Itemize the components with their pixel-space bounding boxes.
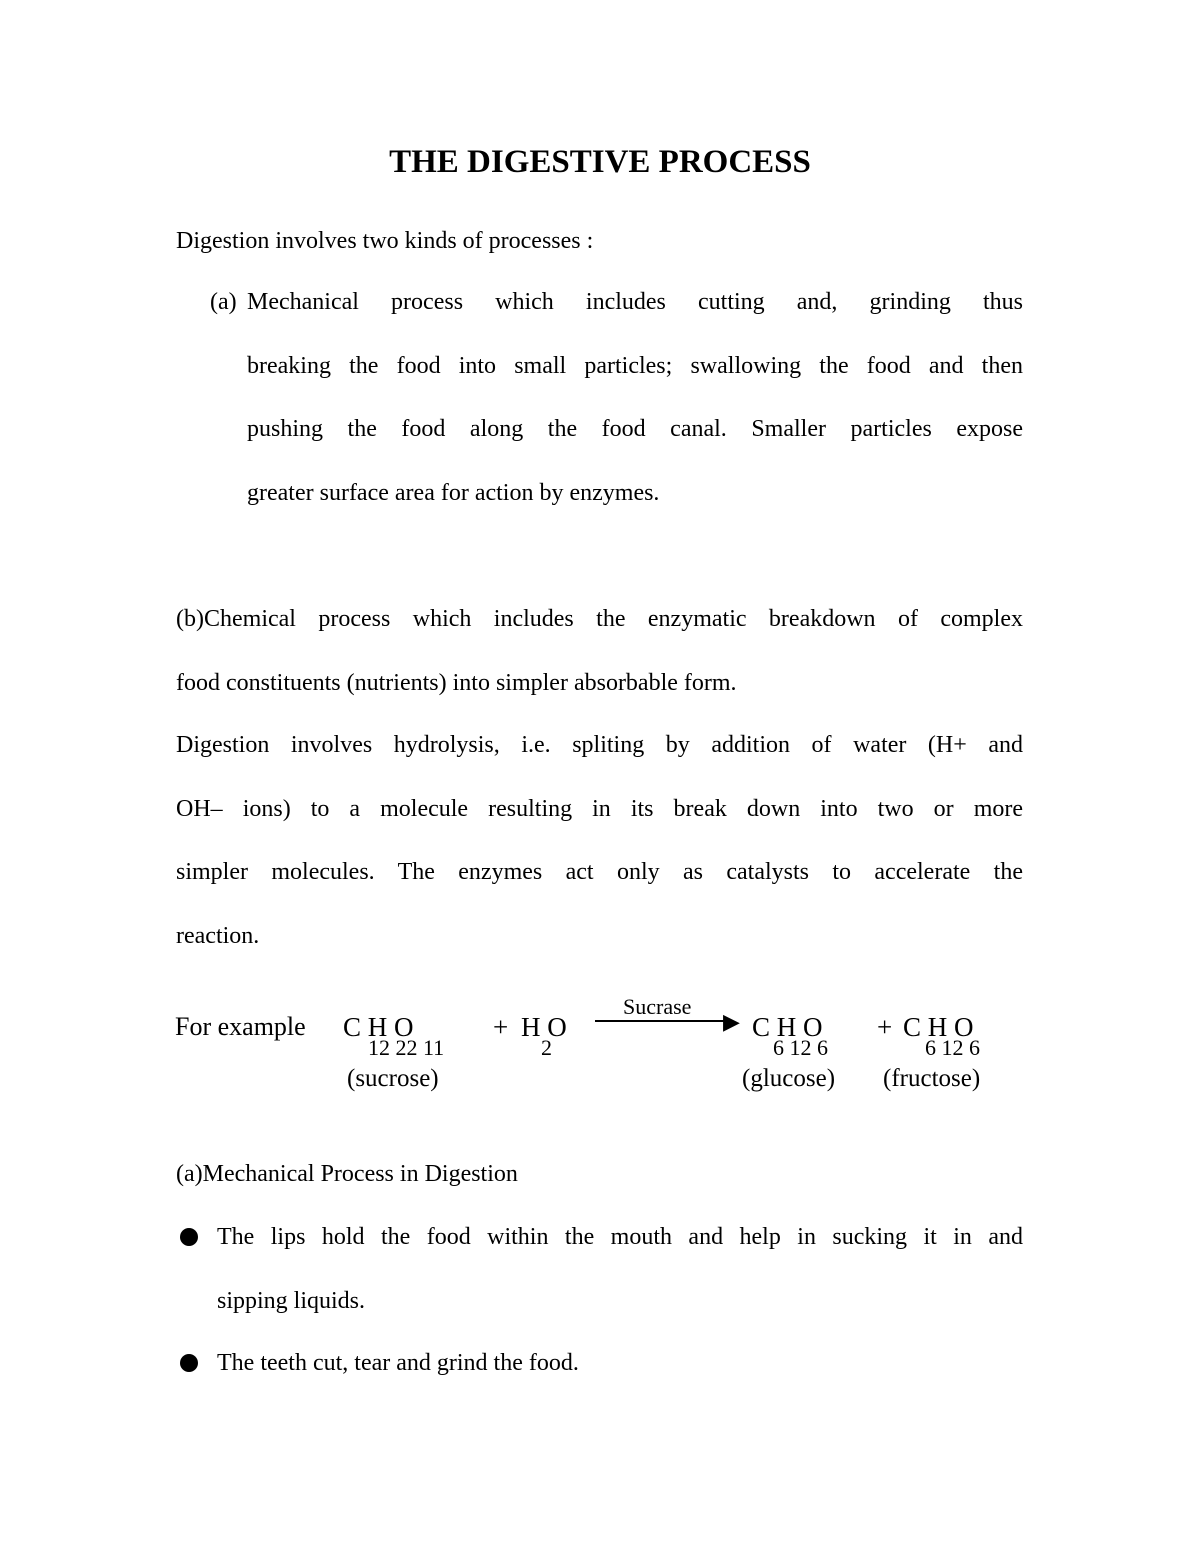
hydrolysis-line-3: simpler molecules. The enzymes act only as catalysts to accelerate the [176,859,1023,885]
enzyme-label: Sucrase [623,994,692,1019]
item-a-marker: (a) [210,289,237,315]
arrow-head-icon: ▶ [723,1009,740,1034]
plus-sign-2: + [877,1012,893,1042]
item-a-text [247,271,1023,525]
hydrolysis-line-4: reaction. [176,922,260,949]
fructose-formula: C H O [903,1012,974,1042]
glucose-formula: C H O [752,1012,823,1042]
reaction-equation [175,990,1035,1100]
water-subscript: 2 [541,1035,552,1060]
reaction-lead: For example [175,1012,306,1041]
page-title: THE DIGESTIVE PROCESS [389,144,811,180]
bullet-dot-icon [180,1354,198,1372]
item-a-line-4: greater surface area for action by enzymes. [247,479,660,506]
intro-text: Digestion involves two kinds of processes : [176,228,594,254]
item-a-line-3: pushing the food along the food canal. Smaller particles expose [247,416,1023,442]
bullet-1-line-2: sipping liquids. [217,1287,366,1314]
fructose-subscripts: 6 12 6 [925,1035,980,1060]
bullet-2-line-1: The teeth cut, tear and grind the food. [217,1350,579,1376]
hydrolysis-line-2: OH– ions) to a molecule resulting in its break down into two or more [176,795,1023,822]
plus-sign-1: + [493,1012,509,1042]
bullet-dot-icon [180,1228,198,1246]
item-b-text [176,588,1023,715]
water-formula: H O [521,1012,567,1042]
hydrolysis-text [176,714,1023,968]
reaction-arrow [595,1020,731,1022]
fructose-label: (fructose) [883,1065,981,1092]
item-b-line-1: (b)Chemical process which includes the enzymatic breakdown of complex [176,606,1023,632]
glucose-subscripts: 6 12 6 [773,1035,828,1060]
glucose-label: (glucose) [742,1065,836,1092]
bullet-2-text [217,1332,1023,1396]
item-a-line-1: Mechanical process which includes cutting and, grinding thus [247,289,1023,315]
item-a-line-2: breaking the food into small particles; swallowing the food and then [247,352,1023,379]
bullet-1-line-1: The lips hold the food within the mouth and help in sucking it in and [217,1224,1023,1250]
sucrose-label: (sucrose) [347,1065,439,1092]
sucrose-subscripts: 12 22 11 [368,1035,445,1060]
bullet-1-text [217,1206,1023,1333]
section-heading: (a)Mechanical Process in Digestion [176,1161,518,1187]
hydrolysis-line-1: Digestion involves hydrolysis, i.e. spliting by addition of water (H+ and [176,732,1023,758]
item-b-line-2: food constituents (nutrients) into simpler absorbable form. [176,669,737,696]
sucrose-formula: C H O [343,1012,414,1042]
